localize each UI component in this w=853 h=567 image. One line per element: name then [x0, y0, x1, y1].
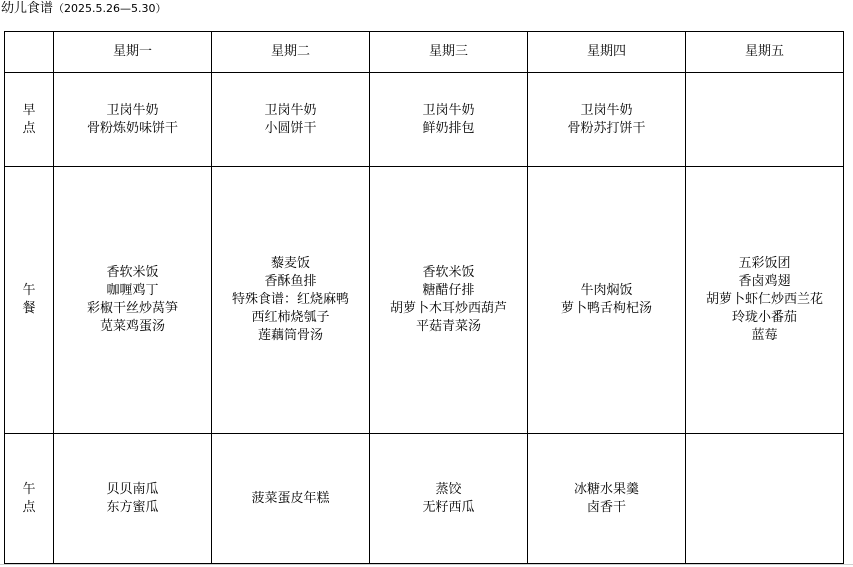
dish-item: 卫岗牛奶	[106, 102, 159, 118]
dish-item: 糖醋仔排	[422, 283, 475, 298]
dish-item: 香卤鸡翅	[738, 274, 791, 289]
day-header: 星期五	[686, 32, 844, 73]
dish-item: 卤香干	[586, 499, 626, 515]
menu-cell	[212, 434, 370, 564]
meal-label-char: 午	[22, 481, 36, 497]
menu-cell	[686, 167, 844, 434]
dish-item: 香软米饭	[422, 265, 475, 280]
menu-cell	[54, 167, 212, 434]
meal-label-char: 早	[22, 102, 36, 118]
dish-item: 蓝莓	[751, 328, 778, 343]
dish-item: 无籽西瓜	[422, 499, 475, 515]
meal-row-breakfast	[5, 73, 844, 167]
menu-cell	[54, 434, 212, 564]
meal-row-snack	[5, 434, 844, 564]
page-title	[1, 0, 167, 18]
dish-item: 牛肉焖饭	[580, 283, 633, 298]
day-header: 星期一	[54, 32, 212, 73]
dish-item: 卫岗牛奶	[264, 102, 317, 118]
dish-item: 东方蜜瓜	[106, 499, 159, 515]
meal-label	[5, 73, 54, 167]
dish-item: 香软米饭	[106, 265, 159, 280]
dish-item: 蒸饺	[435, 481, 462, 497]
menu-cell	[212, 167, 370, 434]
menu-cell	[528, 73, 686, 167]
dish-item: 鲜奶排包	[422, 120, 475, 136]
dish-item: 卫岗牛奶	[580, 102, 633, 118]
menu-cell	[54, 73, 212, 167]
meal-label	[5, 434, 54, 564]
meal-label-char: 点	[22, 499, 36, 515]
dish-item: 玲珑小番茄	[731, 310, 797, 325]
dish-item: 冰糖水果羹	[573, 481, 639, 497]
dish-item: 咖喱鸡丁	[106, 283, 159, 298]
day-header: 星期二	[212, 32, 370, 73]
dish-item: 骨粉苏打饼干	[567, 120, 646, 136]
dish-item: 小圆饼干	[264, 120, 317, 136]
menu-cell	[370, 167, 528, 434]
dish-item: 五彩饭团	[738, 256, 791, 271]
dish-item: 西红柿烧瓠子	[251, 310, 330, 325]
menu-cell	[370, 434, 528, 564]
meal-label-char: 午	[22, 283, 36, 298]
dish-item: 胡萝卜木耳炒西葫芦	[389, 301, 507, 316]
header-row	[5, 32, 844, 73]
dish-item: 菠菜蛋皮年糕	[251, 490, 330, 506]
menu-cell-empty	[686, 73, 844, 167]
menu-cell	[528, 167, 686, 434]
dish-item: 骨粉炼奶味饼干	[86, 120, 178, 136]
dish-item: 香酥鱼排	[264, 274, 317, 289]
dish-item: 特殊食谱：红烧麻鸭	[231, 292, 349, 307]
menu-cell	[212, 73, 370, 167]
dish-item: 萝卜鸭舌枸杞汤	[560, 301, 652, 316]
meal-label-char: 点	[22, 120, 36, 136]
dish-item: 彩椒干丝炒莴笋	[86, 301, 178, 316]
meal-row-lunch	[5, 167, 844, 434]
meal-label-char: 餐	[22, 301, 36, 316]
dish-item: 平菇青菜汤	[415, 319, 481, 334]
menu-cell	[528, 434, 686, 564]
page-bottom-divider	[0, 564, 853, 565]
day-header: 星期四	[528, 32, 686, 73]
dish-item: 藜麦饭	[270, 256, 310, 271]
date-range: （2025.5.26—5.30）	[53, 2, 167, 15]
menu-table	[4, 31, 844, 564]
day-header: 星期三	[370, 32, 528, 73]
dish-item: 卫岗牛奶	[422, 102, 475, 118]
dish-item: 苋菜鸡蛋汤	[99, 319, 165, 334]
dish-item: 莲藕筒骨汤	[257, 328, 323, 343]
menu-cell	[370, 73, 528, 167]
dish-item: 胡萝卜虾仁炒西兰花	[705, 292, 823, 307]
meal-label	[5, 167, 54, 434]
title-text: 幼儿食谱	[1, 1, 54, 16]
menu-cell-empty	[686, 434, 844, 564]
corner-cell	[5, 32, 54, 73]
dish-item: 贝贝南瓜	[106, 481, 159, 497]
